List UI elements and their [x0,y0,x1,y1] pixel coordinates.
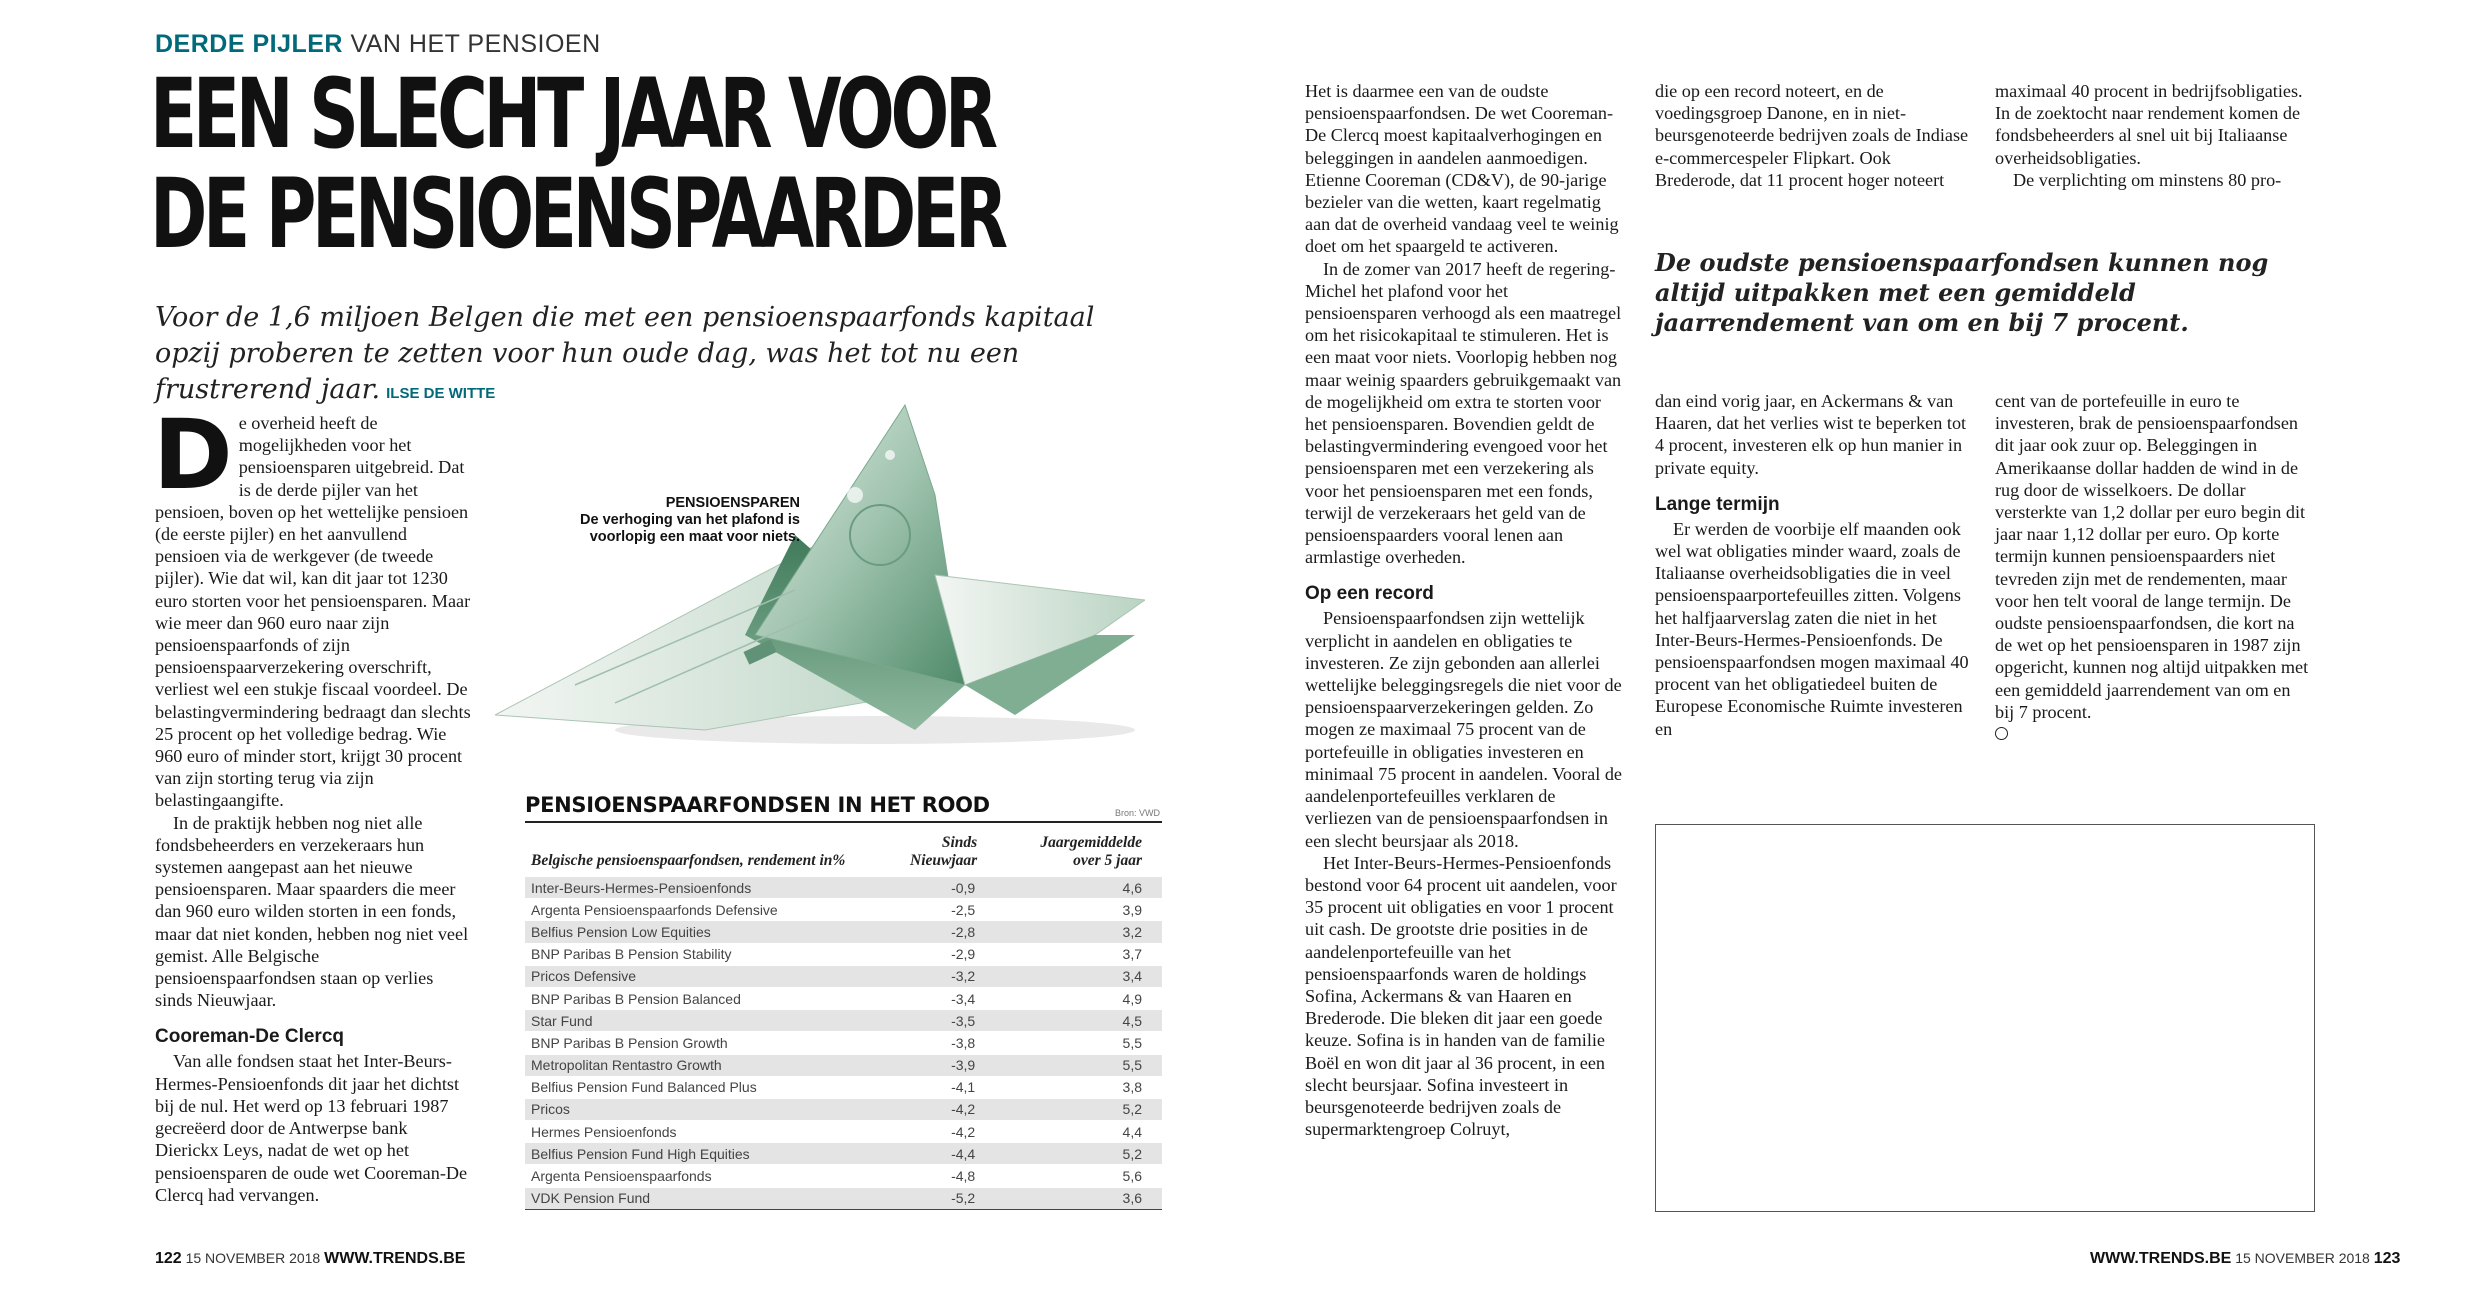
paper-plane-illustration [495,385,1145,755]
end-mark-icon [1995,727,2008,740]
col1-paragraph-3: Van alle fondsen staat het Inter-Beurs-Hermes-Pensioenfonds dit jaar het dichtst bij de nul. Het werd op 13 februari 1987 gecreëerd door de Antwerpse bank Dierickx Leys, nadat de wet op het pensioensparen de oude wet Cooreman-De Clercq had vervangen. [155,1051,468,1205]
five-year-value: 4,5 [1003,1010,1162,1032]
col4-paragraph-2: De verplichting om minstens 80 pro- [2013,169,2282,190]
table-row [525,1054,1162,1076]
footer-date-left: 15 NOVEMBER 2018 [185,1250,321,1266]
five-year-value: 3,4 [1003,965,1162,987]
header-five-year-avg: Jaargemiddelde over 5 jaar [1040,834,1142,869]
table-title: PENSIOENSPAARFONDSEN IN HET ROOD [525,793,990,817]
col1-paragraph-2: In de praktijk hebben nog niet alle fondsbeheerders en verzekeraars hun systemen aangepast aan het nieuwe pensioensparen. Maar spaarders die meer dan 960 euro wilden storten in een fonds, maar dat niet konden, hebben nog niet veel gemist. Alle Belgische pensioenspaarfondsen staan op verlies sinds Nieuwjaar. [155,812,469,1011]
fund-name: Argenta Pensioenspaarfonds [525,1165,904,1187]
five-year-value: 3,6 [1003,1187,1162,1209]
five-year-value: 4,9 [1003,987,1162,1009]
funds-table [525,828,1162,1210]
five-year-value: 4,4 [1003,1121,1162,1143]
five-year-value: 5,5 [1003,1032,1162,1054]
fund-name: Pricos [525,1098,904,1120]
article-column-3-bottom [1655,390,1973,740]
table-row [525,1121,1162,1143]
article-column-4-top [1995,80,2313,191]
footer-date-right: 15 NOVEMBER 2018 [2235,1250,2370,1266]
table-row [525,987,1162,1009]
fund-name: Pricos Defensive [525,965,904,987]
fund-name: Inter-Beurs-Hermes-Pensioenfonds [525,877,904,899]
drop-cap: D [153,399,233,511]
five-year-value: 5,5 [1003,1054,1162,1076]
fund-name: BNP Paribas B Pension Growth [525,1032,904,1054]
table-row [525,943,1162,965]
table-row [525,1187,1162,1209]
col3-paragraph-2: dan eind vorig jaar, en Ackermans & van Haaren, dat het verlies wist te beperken tot 4 procent, investeren elk op hun manier in private equity. [1655,391,1967,478]
since-newyear-value: -3,2 [904,965,1003,987]
caption-text: De verhoging van het plafond is voorlopig een maat voor niets. [580,512,800,545]
five-year-value: 3,8 [1003,1076,1162,1098]
col2-paragraph-3: Pensioenspaarfondsen zijn wettelijk verplicht in aandelen en obligaties te investeren. Ze zijn gebonden aan allerlei wettelijke beleggingsregels die niet voor de pensioenspaarverzekeringen gelden. Zo mogen ze maximaal 75 procent van de portefeuille in obligaties investeren en minimaal 75 procent in aandelen. Vooral de aandelenportefeuilles verklaren de verliezen van de pensioenspaarfondsen in een slecht beursjaar als 2018. [1305,608,1623,851]
page-number-left: 122 [155,1250,182,1267]
fund-name: Hermes Pensioenfonds [525,1121,904,1143]
footer-site-right: WWW.TRENDS.BE [2090,1250,2232,1267]
fund-name: VDK Pension Fund [525,1187,904,1209]
headline-line-1: EEN SLECHT JAAR VOOR [150,58,994,170]
five-year-value: 3,9 [1003,899,1162,921]
section-kicker [155,30,601,59]
kicker-rest: VAN HET PENSIOEN [350,30,601,58]
col2-paragraph-1: Het is daarmee een van de oudste pensioenspaarfondsen. De wet Cooreman-De Clercq moest kapitaalverhogingen en beleggingen in aandelen aanmoedigen. Etienne Cooreman (CD&V), de 90-jarige bezieler van die wetten, kaart regelmatig aan dat de overheid vandaag veel te weinig doet om het spaargeld te activeren. [1305,81,1619,257]
article-headline [150,58,1043,270]
fund-name: BNP Paribas B Pension Balanced [525,987,904,1009]
subhead-cooreman: Cooreman-De Clercq [155,1026,344,1048]
col3-paragraph-3: Er werden de voorbije elf maanden ook wel wat obligaties minder waard, zoals de Italiaanse overheidsobligaties die in veel pensioenspaarportefeuilles zitten. Volgens het halfjaarverslag zaten die niet in het Inter-Beurs-Hermes-Pensioenfonds. De pensioenspaarfondsen mogen maximaal 40 procent van het obligatiedeel buiten de Europese Economische Ruimte investeren en [1655,518,1969,739]
col4-paragraph-3: cent van de portefeuille in euro te investeren, brak de pensioenspaarfondsen dit jaar ook zuur op. Beleggingen in Amerikaanse dollar hadden de wind in de rug door de wisselkoers. De dollar versterkte van 1,2 dollar per euro begin dit jaar naar 1,12 dollar per euro. Op korte termijn kunnen pensioenspaarders niet tevreden zijn met de rendementen, maar voor hen telt vooral de lange termijn. De oudste pensioenspaarfondsen, die kort na de wet op het pensioensparen in 1987 zijn opgericht, kunnen nog altijd uitpakken met een gemiddeld jaarrendement van om en bij 7 procent. [1995,391,2309,722]
caption-title: PENSIOENSPAREN [665,495,800,511]
image-caption [560,495,800,546]
fund-name: Belfius Pension Low Equities [525,921,904,943]
table-row [525,1010,1162,1032]
table-title-rule [525,821,1162,823]
page-number-right: 123 [2373,1250,2401,1267]
since-newyear-value: -3,9 [904,1054,1003,1076]
five-year-value: 5,2 [1003,1098,1162,1120]
since-newyear-value: -4,8 [904,1165,1003,1187]
table-row [525,921,1162,943]
author-byline: ILSE DE WITTE [386,385,496,402]
since-newyear-value: -3,4 [904,987,1003,1009]
five-year-value: 3,2 [1003,921,1162,943]
fund-name: Metropolitan Rentastro Growth [525,1054,904,1076]
table-row [525,877,1162,899]
article-column-4-bottom [1995,390,2313,745]
col2-paragraph-4: Het Inter-Beurs-Hermes-Pensioenfonds bestond voor 64 procent uit aandelen, voor 35 procent uit obligaties en voor 1 procent uit cash. De grootste drie posities in de aandelenportefeuille van het pensioenspaarfonds waren de holdings Sofina, Ackermans & van Haaren en Brederode. Die bleken dit jaar een goede keuze. Sofina is in handen van de familie Boël en won dit jaar al 36 procent, in een slecht beursjaar. Sofina investeert in beursgenoteerde bedrijven zoals de supermarktengroep Colruyt, [1305,852,1617,1140]
header-since-newyear: Sinds Nieuwjaar [910,834,978,869]
table-row [525,1076,1162,1098]
five-year-value: 5,6 [1003,1165,1162,1187]
pull-quote: De oudste pensioenspaarfondsen kunnen nog altijd uitpakken met een gemiddeld jaarrendement van om en bij 7 procent. [1655,248,2269,337]
table-row [525,899,1162,921]
table-source: Bron: VWD [1115,808,1161,818]
since-newyear-value: -3,8 [904,1032,1003,1054]
subhead-record: Op een record [1305,583,1434,605]
col4-paragraph-1: maximaal 40 procent in bedrijfsobligaties. In de zoektocht naar rendement komen de fondsbeheerders al snel uit bij Italiaanse overheidsobligaties. [1995,81,2303,168]
subhead-lange-termijn: Lange termijn [1655,493,1780,515]
paper-plane-banknote-image [495,385,1145,755]
footer-left [155,1250,465,1268]
since-newyear-value: -3,5 [904,1010,1003,1032]
empty-ad-box [1655,824,2315,1212]
since-newyear-value: -2,5 [904,899,1003,921]
headline-line-2: DE PENSIOENSPAARDER [150,158,1004,270]
five-year-value: 3,7 [1003,943,1162,965]
footer-site-left: WWW.TRENDS.BE [324,1250,466,1267]
table-header-row [525,828,1162,877]
col2-paragraph-2: In de zomer van 2017 heeft de regering-Michel het plafond voor het pensioensparen verhoogd als een maatregel om het risicokapitaal te stimuleren. Het is een maat voor niets. Voorlopig hebben nog maar weinig spaarders gebruikgemaakt van de mogelijkheid om extra te storten voor het pensioensparen. Bovendien geldt de belastingvermindering evengoed voor het pensioensparen met een verzekering als voor het pensioensparen met een fonds, terwijl de verzekeraars het geld van de pensioenspaarders vooral lenen aan armlastige overheden. [1305,258,1622,568]
since-newyear-value: -4,2 [904,1098,1003,1120]
table-row [525,965,1162,987]
since-newyear-value: -4,1 [904,1076,1003,1098]
footer-right [2090,1250,2400,1268]
kicker-highlight: DERDE PIJLER [155,30,343,58]
five-year-value: 4,6 [1003,877,1162,899]
table-row [525,1032,1162,1054]
fund-name: BNP Paribas B Pension Stability [525,943,904,965]
since-newyear-value: -4,4 [904,1143,1003,1165]
lead-text: Voor de 1,6 miljoen Belgen die met een pensioenspaarfonds kapitaal opzij proberen te zetten voor hun oude dag, was het tot nu een frustrerend jaar. [155,302,1095,405]
col1-paragraph-1: e overheid heeft de mogelijkheden voor het pensioensparen uitgebreid. Dat is de derde pijler van het pensioen, boven op het wettelijke pensioen (de eerste pijler) en het aanvullend pensioen via de werkgever (de tweede pijler). Wie dat wil, kan dit jaar tot 1230 euro storten voor het pensioensparen. Maar wie meer dan 960 euro naar zijn pensioenspaarfonds of zijn pensioenspaarverzekering overschrift, verliest wel een stukje fiscaal voordeel. De belastingvermindering bedraagt dan slechts 25 procent op het volledige bedrag. Wie 960 euro of minder stort, krijgt 30 procent van zijn storting terug via zijn belastingaangifte. [155,413,471,811]
since-newyear-value: -4,2 [904,1121,1003,1143]
fund-name: Argenta Pensioenspaarfonds Defensive [525,899,904,921]
fund-name: Belfius Pension Fund Balanced Plus [525,1076,904,1098]
fund-name: Star Fund [525,1010,904,1032]
since-newyear-value: -5,2 [904,1187,1003,1209]
article-column-1 [153,399,473,1206]
header-fund: Belgische pensioenspaarfondsen, rendement in% [531,852,846,869]
article-column-3-top [1655,80,1973,191]
since-newyear-value: -2,9 [904,943,1003,965]
five-year-value: 5,2 [1003,1143,1162,1165]
table-row [525,1098,1162,1120]
table-row [525,1165,1162,1187]
article-column-2 [1305,80,1623,1140]
fund-name: Belfius Pension Fund High Equities [525,1143,904,1165]
table-row [525,1143,1162,1165]
since-newyear-value: -2,8 [904,921,1003,943]
since-newyear-value: -0,9 [904,877,1003,899]
col3-paragraph-1: die op een record noteert, en de voedingsgroep Danone, en in niet-beursgenoteerde bedrijven zoals de Indiase e-commercespeler Flipkart. Ook Brederode, dat 11 procent hoger noteert [1655,81,1969,190]
